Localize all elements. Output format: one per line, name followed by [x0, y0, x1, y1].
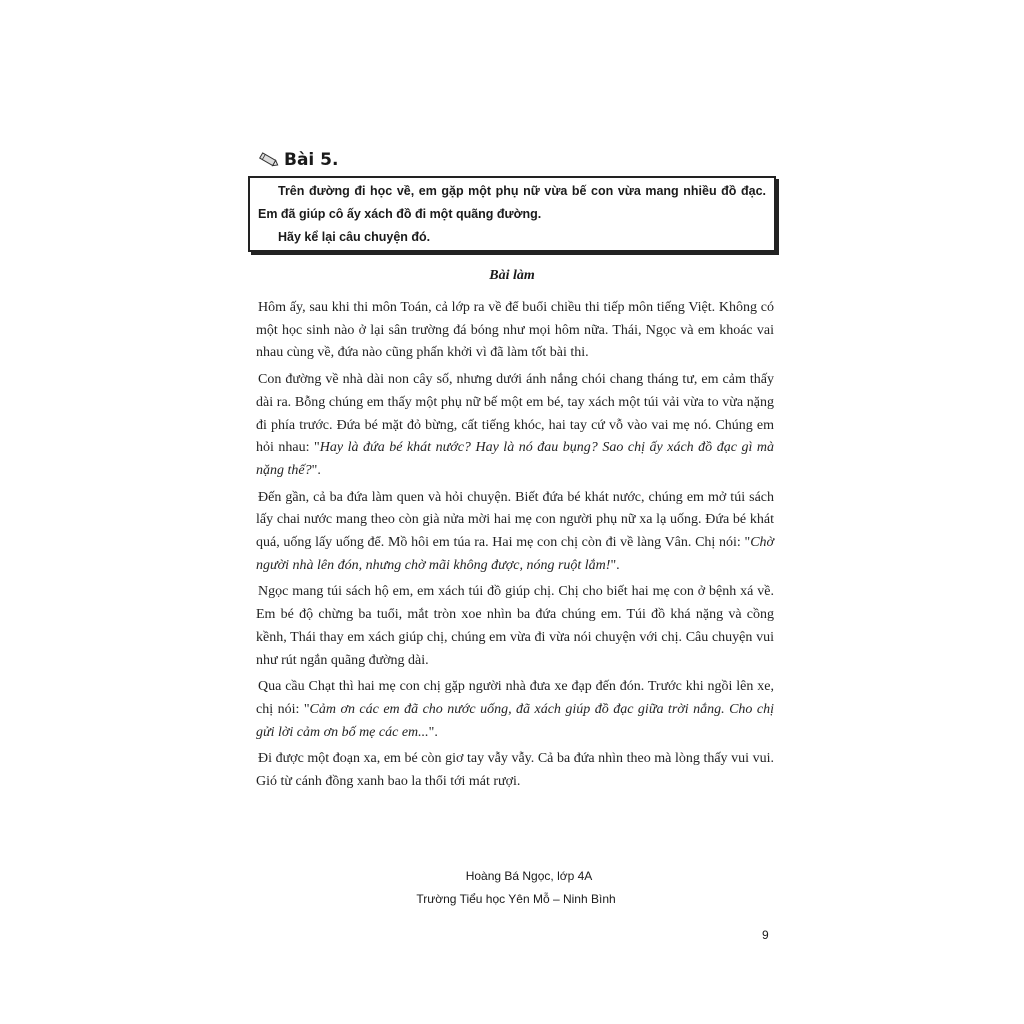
essay-paragraph: Ngọc mang túi sách hộ em, em xách túi đồ giúp chị. Chị cho biết hai mẹ con ở bệnh xá về. Em bé độ chừng ba tuổi, mắt tròn xoe nhìn ba đứa chúng em. Túi đồ khá nặng và cồng kềnh, Thái thay em xách giúp chị, chúng em vừa đi vừa nói chuyện với chị. Câu chuyện vui như rút ngắn quãng đường dài.	[256, 584, 774, 668]
prompt-text: Trên đường đi học về, em gặp một phụ nữ vừa bế con vừa mang nhiều đồ đạc. Em đã giúp cô ấy xách đồ đi một quãng đường.	[258, 184, 766, 221]
essay-paragraph: Đến gần, cả ba đứa làm quen và hỏi chuyện. Biết đứa bé khát nước, chúng em mở túi sách lấy chai nước mang theo còn già nửa mời hai mẹ con người phụ nữ xa lạ uống. Đứa bé khát quá, uống lấy uống để. Mồ hôi em túa ra. Hai mẹ con chị còn đi về làng Vân. Chị nói: "Chờ người nhà lên đón, nhưng chờ mãi không được, nóng ruột lắm!".	[256, 489, 774, 573]
lesson-title-text: Bài 5.	[284, 150, 339, 170]
essay-paragraph: Đi được một đoạn xa, em bé còn giơ tay vẫy vẫy. Cả ba đứa nhìn theo mà lòng thấy vui vui. Gió từ cánh đồng xanh bao la thổi tới mát rượi.	[256, 751, 774, 790]
prompt-instruction: Hãy kể lại câu chuyện đó.	[278, 230, 431, 244]
essay-heading: Bài làm	[489, 268, 535, 283]
school-signature: Trường Tiểu học Yên Mỗ – Ninh Bình	[416, 892, 616, 906]
pencil-icon	[258, 151, 280, 169]
prompt-box	[248, 176, 776, 252]
quote: Chờ người nhà lên đón, nhưng chờ mãi không được, nóng ruột lắm!	[256, 535, 774, 573]
quote: Cảm ơn các em đã cho nước uống, đã xách giúp đồ đạc giữa trời nắng. Cho chị gửi lời cảm ơn bố mẹ các em...	[256, 701, 774, 740]
quote: Hay là đứa bé khát nước? Hay là nó đau bụng? Sao chị ấy xách đồ đạc gì mà nặng thế?	[256, 440, 774, 478]
lesson-title	[258, 150, 338, 170]
essay-paragraph: Con đường về nhà dài non cây số, nhưng dưới ánh nắng chói chang tháng tư, em cảm thấy dài ra. Bỗng chúng em thấy một phụ nữ bế một em bé, tay xách một túi vải vừa to vừa nặng đi phía trước. Đứa bé mặt đỏ bừng, cất tiếng khóc, hai tay cứ vỗ vào vai mẹ nó. Chúng em hỏi nhau: "Hay là đứa bé khát nước? Hay là nó đau bụng? Sao chị ấy xách đồ đạc gì mà nặng thế?".	[256, 372, 774, 478]
author-signature: Hoàng Bá Ngọc, lớp 4A	[465, 869, 593, 883]
essay-body	[256, 297, 774, 798]
page-number: 9	[762, 928, 769, 942]
essay-paragraph: Qua cầu Chạt thì hai mẹ con chị gặp người nhà đưa xe đạp đến đón. Trước khi ngồi lên xe, chị nói: "Cảm ơn các em đã cho nước uống, đã xách giúp đồ đạc giữa trời nắng. Cho chị gửi lời cảm ơn bố mẹ các em...".	[256, 679, 774, 740]
essay-paragraph: Hôm ấy, sau khi thi môn Toán, cả lớp ra về để buổi chiều thi tiếp môn tiếng Việt. Không có một học sinh nào ở lại sân trường đá bóng như mọi hôm nữa. Thái, Ngọc và em khoác vai nhau cùng về, đứa nào cũng phấn khởi vì đã làm tốt bài thi.	[256, 300, 774, 361]
